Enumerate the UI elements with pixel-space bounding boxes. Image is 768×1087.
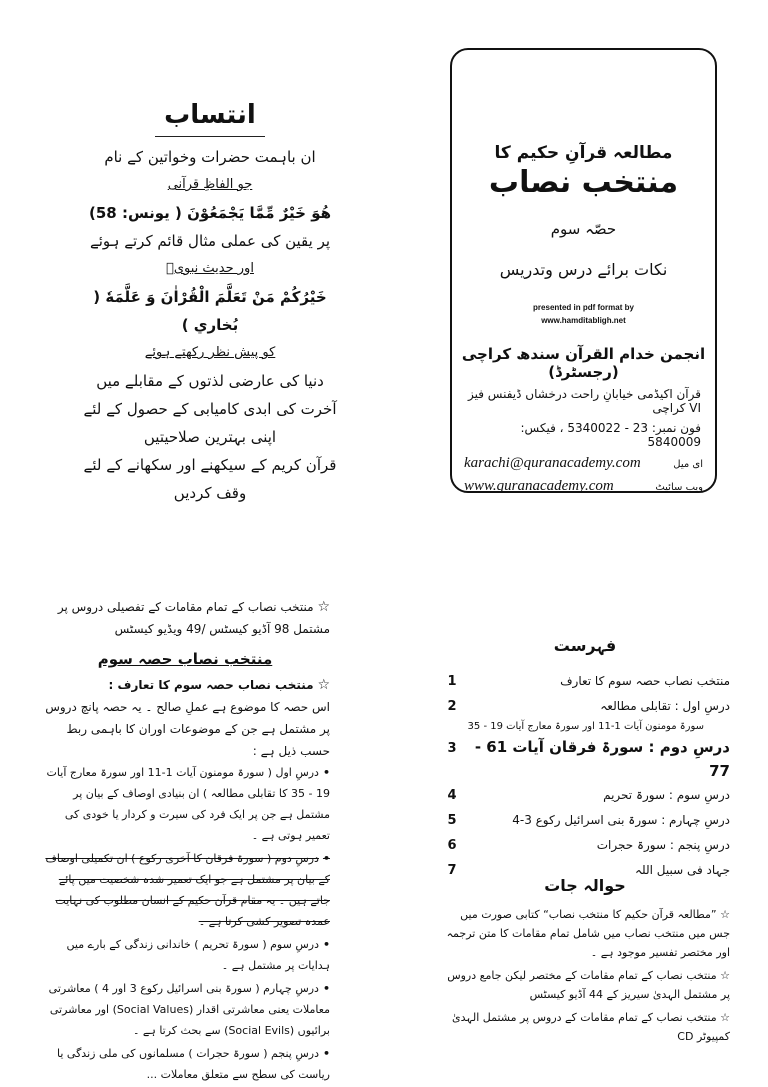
- toc-text: درسِ سوم : سورۃ تحریم: [603, 788, 730, 802]
- dedication-title: انتساب: [164, 100, 256, 130]
- organization-name: انجمن خدام القرآن سندھ کراچی (رجسٹرڈ): [461, 345, 706, 381]
- dedication-line: جو الفاظِ قرآنی: [167, 177, 253, 192]
- reference-item: ☆ منتخب نصاب کے تمام مقامات کے مختصر لیکن جامع دروس پر مشتمل الہدیٰ سیریز کے 44 آڈیو کیسٹس: [447, 969, 730, 1001]
- bullet-text: درسِ سوم ( سورۃ تحریم ) خاندانی زندگی کے بارے میں ہدایات پر مشتمل ہے ۔: [66, 938, 330, 972]
- pdf-credit: presented in pdf format by: [533, 303, 634, 312]
- toc-item[interactable]: [440, 735, 730, 783]
- toc-text: درسِ پنجم : سورۃ حجرات: [596, 838, 730, 852]
- title-prefix: مطالعہ قرآنِ حکیم کا: [494, 143, 673, 163]
- toc-number: 5: [447, 813, 457, 828]
- toc-heading: فہرست: [553, 636, 617, 655]
- quran-quote: هُوَ خَيْرٌ مِّمَّا يَجْمَعُوْنَ ( يونس: 58): [88, 204, 331, 222]
- main-title: منتخب نصاب: [488, 165, 679, 200]
- toc-item[interactable]: [440, 783, 730, 808]
- toc-number: 2: [447, 699, 457, 714]
- intro-section: [40, 596, 330, 1087]
- bullet-text: درسِ چہارم ( سورۃ بنی اسرائیل رکوع 3 اور 4 ) معاشرتی معاملات یعنی معاشرتی اقدار (Social Values) اور معاشرتی برائیوں (Social Evils) سے بحث کرتا ہے ۔: [48, 982, 330, 1037]
- toc-text: درسِ دوم : سورۃ فرقان آیات 61 - 77: [474, 738, 730, 780]
- subtitle: نکات برائے درس وتدریس: [499, 260, 668, 279]
- toc-item[interactable]: [440, 808, 730, 833]
- bullet-text: درسِ پنجم ( سورۃ حجرات ) مسلمانوں کی ملی زندگی یا ریاست کی سطح سے متعلق معاملات ...: [56, 1047, 330, 1081]
- toc-item[interactable]: [440, 833, 730, 858]
- toc-number: 4: [447, 788, 457, 803]
- intro-title-line: [40, 674, 330, 696]
- website-url[interactable]: www.quranacademy.com: [464, 478, 614, 494]
- toc-item[interactable]: [440, 669, 730, 694]
- bullet-item: •درسِ چہارم ( سورۃ بنی اسرائیل رکوع 3 اور 4 ) معاشرتی معاملات یعنی معاشرتی اقدار (Social Values) اور معاشرتی برائیوں (Social Evils) سے بحث کرتا ہے ۔: [48, 982, 330, 1037]
- email-row: [452, 455, 715, 472]
- star-icon: ☆: [317, 599, 330, 615]
- bullet-text: درسِ اول ( سورۃ مومنون آیات 1-11 اور سورۃ معارج آیات 19 - 35 کا تقابلی مطالعہ ) ان بنیادی اوصاف کے بیان پر مشتمل ہے جن پر ایک فرد کی سیرت و کردار یا خودی کی تعمیر ہوتی ہے ۔: [46, 766, 330, 842]
- divider: [155, 136, 265, 137]
- part-label: حصّہ سوم: [550, 220, 617, 238]
- reference-item: ☆ ”مطالعہ قرآن حکیم کا منتخب نصاب“ کتابی صورت میں جس میں منتخب نصاب میں شامل تمام مقامات کا متن ترجمہ اور مختصر تفسیر موجود ہے ۔: [446, 908, 730, 959]
- website-label: ویب سائیٹ: [655, 482, 703, 493]
- dedication-line: اور حدیث نبویؐ: [166, 261, 254, 276]
- website-row: [452, 478, 715, 495]
- bullet-item: •درسِ دوم ( سورۃ فرقان کا آخری رکوع ) ان تکمیلی اوصاف کے بیان پر مشتمل ہے جو ایک تعمیر شدہ شخصیت میں پائے جاتے ہیں ۔ یہ مقام قرآن حکیم کے انسان مطلوب کی نہایت عمدہ تصویر کشی کرتا ہے ۔: [45, 852, 330, 928]
- intro-title: منتخب نصاب حصہ سوم کا تعارف :: [108, 678, 314, 692]
- email-label: ای میل: [673, 459, 703, 470]
- cassettes-note: [40, 596, 330, 640]
- toc-item[interactable]: [440, 694, 730, 719]
- dedication-section: [70, 100, 350, 507]
- address: قرآن اکیڈمی خیابانِ راحت درخشاں ڈیفنس فیز VI کراچی: [467, 387, 701, 415]
- bullet-item: •درسِ اول ( سورۃ مومنون آیات 1-11 اور سورۃ معارج آیات 19 - 35 کا تقابلی مطالعہ ) ان بنیادی اوصاف کے بیان پر مشتمل ہے جن پر ایک فرد کی سیرت و کردار یا خودی کی تعمیر ہوتی ہے ۔: [46, 766, 330, 842]
- dedication-line: وقف کردیں: [173, 484, 247, 502]
- dedication-line: کو پیش نظر رکھتے ہوئے: [144, 345, 276, 360]
- intro-paragraph: اس حصہ کا موضوع ہے عملِ صالح ۔ یہ حصہ پانچ دروس پر مشتمل ہے جن کے موضوعات اوران کا باہمی ربط حسب ذیل ہے :: [45, 700, 330, 758]
- toc-number: 1: [447, 674, 457, 689]
- toc-number: 7: [447, 863, 457, 878]
- phone-fax: فون نمبر: 23 - 5340022 ، فیکس: 5840009: [520, 421, 701, 449]
- toc-number: 6: [447, 838, 457, 853]
- dedication-line: پر یقین کی عملی مثال قائم کرتے ہوئے: [89, 232, 331, 250]
- toc-number: 3: [447, 741, 457, 756]
- reference-item: ☆ منتخب نصاب کے تمام مقامات کے دروس پر مشتمل الہدیٰ کمپیوٹر CD: [452, 1011, 730, 1043]
- toc-text: جہاد فی سبیل اللہ: [634, 863, 730, 877]
- references-heading: حوالہ جات: [544, 876, 626, 895]
- toc-text: منتخب نصاب حصہ سوم کا تعارف: [560, 674, 730, 688]
- email-address[interactable]: karachi@quranacademy.com: [464, 455, 641, 471]
- star-icon: ☆: [317, 677, 330, 693]
- toc-subitem: سورۃ مومنون آیات 1-11 اور سورۃ معارج آیات 19 - 35: [467, 721, 704, 732]
- dedication-line: دنیا کی عارضی لذتوں کے مقابلے میں: [96, 372, 324, 390]
- dedication-line: قرآن کریم کے سیکھنے اور سکھانے کے لئے: [83, 456, 337, 474]
- hadith-quote: خَيْرُكُمْ مَنْ تَعَلَّمَ الْقُرْاٰنَ وَ عَلَّمَهٗ ( بُخاري ): [93, 288, 327, 334]
- dedication-line: اپنی بہترین صلاحیتیں: [143, 428, 277, 446]
- toc-text: درسِ اول : تقابلی مطالعہ: [600, 699, 730, 713]
- pdf-credit-url: www.hamditabligh.net: [541, 316, 626, 325]
- toc-text: درسِ چہارم : سورۃ بنی اسرائیل رکوع 3-4: [512, 813, 730, 827]
- cassettes-text: منتخب نصاب کے تمام مقامات کے تفصیلی دروس پر مشتمل 98 آڈیو کیسٹس /49 ویڈیو کیسٹس: [57, 600, 330, 636]
- bullet-item: •درسِ پنجم ( سورۃ حجرات ) مسلمانوں کی ملی زندگی یا ریاست کی سطح سے متعلق معاملات ...: [56, 1047, 330, 1081]
- title-box: [450, 48, 717, 493]
- table-of-contents: [440, 636, 730, 883]
- bullet-item: •درسِ سوم ( سورۃ تحریم ) خاندانی زندگی کے بارے میں ہدایات پر مشتمل ہے ۔: [66, 938, 330, 972]
- bullet-text: درسِ دوم ( سورۃ فرقان کا آخری رکوع ) ان تکمیلی اوصاف کے بیان پر مشتمل ہے جو ایک تعمیر شدہ شخصیت میں پائے جاتے ہیں ۔ یہ مقام قرآن حکیم کے انسان مطلوب کی نہایت عمدہ تصویر کشی کرتا ہے ۔: [45, 852, 330, 928]
- dedication-line: ان باہمت حضرات وخواتین کے نام: [104, 148, 316, 166]
- section-heading: منتخب نصاب حصہ سوم: [97, 650, 273, 668]
- dedication-line: آخرت کی ابدی کامیابی کے حصول کے لئے: [83, 400, 337, 418]
